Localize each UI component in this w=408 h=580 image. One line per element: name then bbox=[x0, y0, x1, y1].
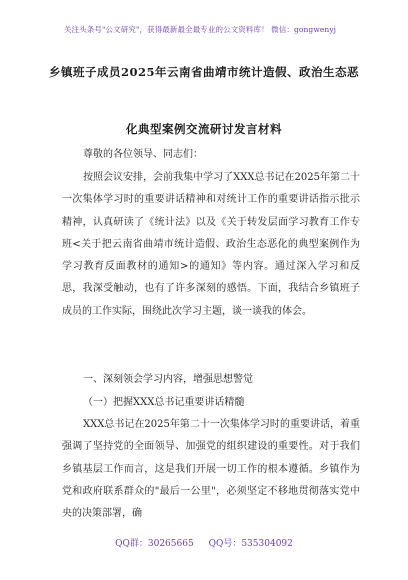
footer-qq-number: QQ号：535304092 bbox=[208, 539, 293, 549]
subsection-heading-1: （一）把握XXX总书记重要讲话精髓 bbox=[83, 397, 245, 408]
greeting: 尊敬的各位领导、同志们： bbox=[83, 149, 203, 160]
document-title-line-1: 乡镇班子成员2025年云南省曲靖市统计造假、政治生态恶 bbox=[48, 65, 359, 79]
header-banner: 关注头条号"公文研究"，获得最新最全最专业的公文资料库！ 微信：gongwenyj bbox=[64, 25, 337, 34]
body-paragraph: XXX总书记在2025年第二十一次集体学习时的重要讲话，着重强调了坚持党的全面领导、加强党的组织建设的重要性。对于我们乡镇基层工作而言，这是我们开展一切工作的根本遵循。乡镇作为党和政府联系群众的"最后一公里"，必须坚定不移地贯彻落实党中央的决策部署，确 bbox=[62, 419, 360, 520]
intro-paragraph: 按照会议安排，会前我集中学习了XXX总书记在2025年第二十一次集体学习时的重要讲话精神和对统计工作的重要讲话指示批示精神，认真研读了《统计法》以及《关于转发层面学习教育工作专班<关于把云南省曲靖市统计造假、政治生态恶化的典型案例作为学习教育反面教材的通知>的通知》等内容。通过深入学习和反思，我深受触动，也有了许多深刻的感悟。下面，我结合乡镇班子成员的工作实际，围绕此次学习主题，谈一谈我的体会。 bbox=[62, 172, 360, 317]
section-heading-1: 一、深刻领会学习内容，增强思想警觉 bbox=[83, 374, 253, 385]
footer-qq-group: QQ群：30265665 bbox=[115, 539, 194, 549]
document-title-line-2: 化典型案例交流研讨发言材料 bbox=[126, 122, 282, 136]
footer-contacts bbox=[0, 536, 408, 549]
